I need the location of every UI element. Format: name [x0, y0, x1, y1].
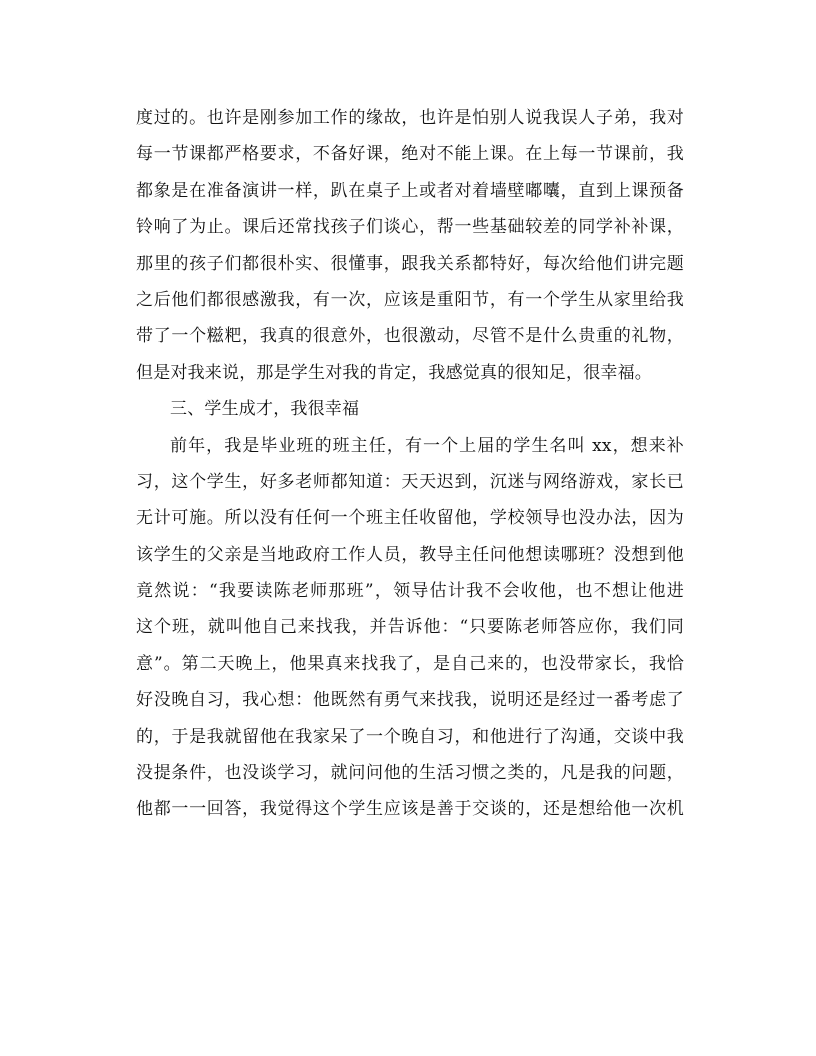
- paragraph-line: 他都一一回答，我觉得这个学生应该是善于交谈的，还是想给他一次机: [136, 799, 684, 820]
- paragraph-line: 这个班，就叫他自己来找我，并告诉他：“只要陈老师答应你，我们同: [136, 617, 684, 638]
- paragraph-line: 之后他们都很感激我，有一次，应该是重阳节，有一个学生从家里给我: [136, 289, 684, 310]
- paragraph-line: 那里的孩子们都很朴实、很懂事，跟我关系都特好，每次给他们讲完题: [136, 253, 684, 274]
- paragraph-line: 都象是在准备演讲一样，趴在桌子上或者对着墙壁嘟囔，直到上课预备: [136, 180, 684, 201]
- paragraph-line: 前年，我是毕业班的班主任，有一个上届的学生名叫 xx，想来补: [170, 435, 684, 456]
- paragraph-line: 竟然说：“我要读陈老师那班”，领导估计我不会收他，也不想让他进: [136, 581, 684, 602]
- section-heading: 三、学生成才，我很幸福: [170, 399, 360, 420]
- paragraph-line: 度过的。也许是刚参加工作的缘故，也许是怕别人说我误人子弟，我对: [136, 108, 684, 128]
- paragraph-line: 每一节课都严格要求，不备好课，绝对不能上课。在上每一节课前，我: [136, 144, 684, 165]
- paragraph-line: 的，于是我就留他在我家呆了一个晚自习，和他进行了沟通，交谈中我: [136, 726, 684, 747]
- paragraph-line: 好没晚自习，我心想：他既然有勇气来找我，说明还是经过一番考虑了: [136, 690, 684, 711]
- paragraph-line: 但是对我来说，那是学生对我的肯定，我感觉真的很知足，很幸福。: [136, 362, 652, 383]
- paragraph-line: 无计可施。所以没有任何一个班主任收留他，学校领导也没办法，因为: [136, 508, 684, 529]
- document-body: [136, 100, 684, 828]
- paragraph-line: 没提条件，也没谈学习，就问问他的生活习惯之类的，凡是我的问题，: [136, 763, 684, 784]
- paragraph-line: 习，这个学生，好多老师都知道：天天迟到，沉迷与网络游戏，家长已: [136, 471, 684, 492]
- paragraph-line: 意”。第二天晚上，他果真来找我了，是自己来的，也没带家长，我恰: [136, 653, 684, 674]
- paragraph-line: 铃响了为止。课后还常找孩子们谈心，帮一些基础较差的同学补补课，: [136, 217, 684, 238]
- paragraph-line: 带了一个糍粑，我真的很意外，也很激动，尽管不是什么贵重的礼物，: [136, 326, 684, 347]
- paragraph-line: 该学生的父亲是当地政府工作人员，教导主任问他想读哪班？没想到他: [136, 544, 684, 565]
